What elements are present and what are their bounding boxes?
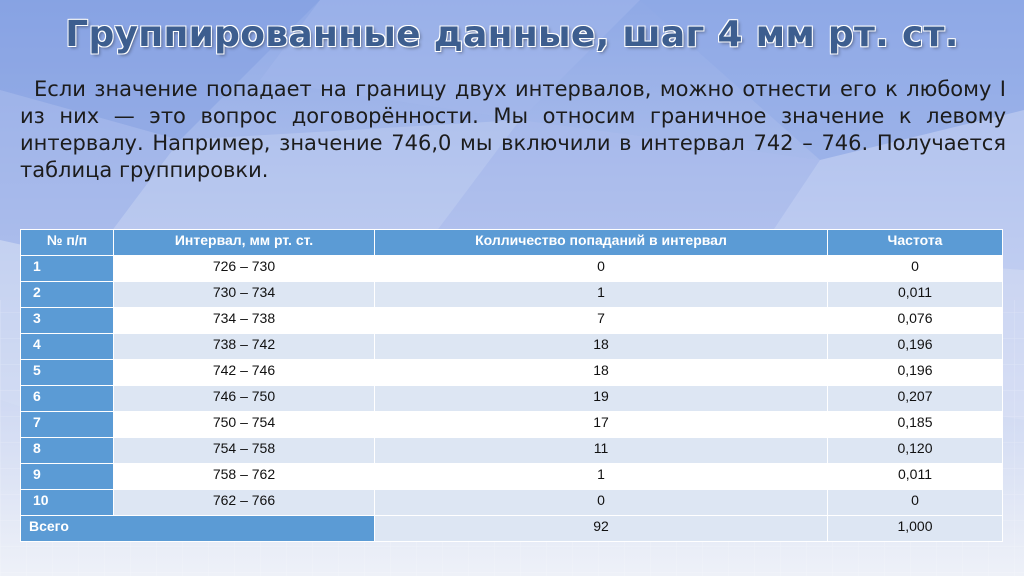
- row-interval: 758 – 762: [114, 464, 375, 490]
- header-interval: Интервал, мм рт. ст.: [114, 230, 375, 256]
- table-row: [21, 282, 1003, 308]
- header-count: Колличество попаданий в интервал: [375, 230, 828, 256]
- row-frequency: 0,207: [828, 386, 1003, 412]
- row-interval: 738 – 742: [114, 334, 375, 360]
- total-count: 92: [375, 516, 828, 542]
- row-number: 9: [21, 464, 114, 490]
- row-interval: 730 – 734: [114, 282, 375, 308]
- header-number: № п/п: [21, 230, 114, 256]
- row-number: 10: [21, 490, 114, 516]
- row-count: 18: [375, 360, 828, 386]
- row-frequency: 0,196: [828, 334, 1003, 360]
- table-total-row: [21, 516, 1003, 542]
- table-row: [21, 360, 1003, 386]
- row-count: 19: [375, 386, 828, 412]
- row-count: 18: [375, 334, 828, 360]
- row-number: 8: [21, 438, 114, 464]
- row-count: 1: [375, 464, 828, 490]
- row-number: 6: [21, 386, 114, 412]
- row-interval: 762 – 766: [114, 490, 375, 516]
- slide-title: Группированные данные, шаг 4 мм рт. ст.: [65, 14, 959, 55]
- row-count: 0: [375, 256, 828, 282]
- row-frequency: 0: [828, 490, 1003, 516]
- grouping-table: [20, 229, 1003, 542]
- table-row: [21, 412, 1003, 438]
- row-frequency: 0,196: [828, 360, 1003, 386]
- row-frequency: 0,076: [828, 308, 1003, 334]
- table-row: [21, 464, 1003, 490]
- table-row: [21, 334, 1003, 360]
- row-frequency: 0,011: [828, 282, 1003, 308]
- row-number: 7: [21, 412, 114, 438]
- row-number: 1: [21, 256, 114, 282]
- row-number: 5: [21, 360, 114, 386]
- row-interval: 746 – 750: [114, 386, 375, 412]
- intro-paragraph: Если значение попадает на границу двух интервалов, можно отнести его к любому I из них — это вопрос договорённости. Мы относим граничное значение к левому интервалу. Например, значение 746,0 мы включили в интервал 742 – 746. Получается таблица группировки.: [20, 77, 1006, 182]
- row-interval: 742 – 746: [114, 360, 375, 386]
- table-row: [21, 256, 1003, 282]
- row-count: 7: [375, 308, 828, 334]
- row-number: 2: [21, 282, 114, 308]
- row-number: 4: [21, 334, 114, 360]
- row-interval: 726 – 730: [114, 256, 375, 282]
- header-frequency: Частота: [828, 230, 1003, 256]
- row-number: 3: [21, 308, 114, 334]
- row-interval: 754 – 758: [114, 438, 375, 464]
- total-label: Всего: [21, 516, 375, 542]
- row-frequency: 0,120: [828, 438, 1003, 464]
- table-header-row: [21, 230, 1003, 256]
- table-row: [21, 386, 1003, 412]
- total-frequency: 1,000: [828, 516, 1003, 542]
- row-count: 0: [375, 490, 828, 516]
- row-interval: 734 – 738: [114, 308, 375, 334]
- table-row: [21, 308, 1003, 334]
- row-count: 1: [375, 282, 828, 308]
- row-frequency: 0,185: [828, 412, 1003, 438]
- table-row: [21, 438, 1003, 464]
- row-count: 11: [375, 438, 828, 464]
- row-frequency: 0: [828, 256, 1003, 282]
- row-count: 17: [375, 412, 828, 438]
- table-row: [21, 490, 1003, 516]
- row-interval: 750 – 754: [114, 412, 375, 438]
- row-frequency: 0,011: [828, 464, 1003, 490]
